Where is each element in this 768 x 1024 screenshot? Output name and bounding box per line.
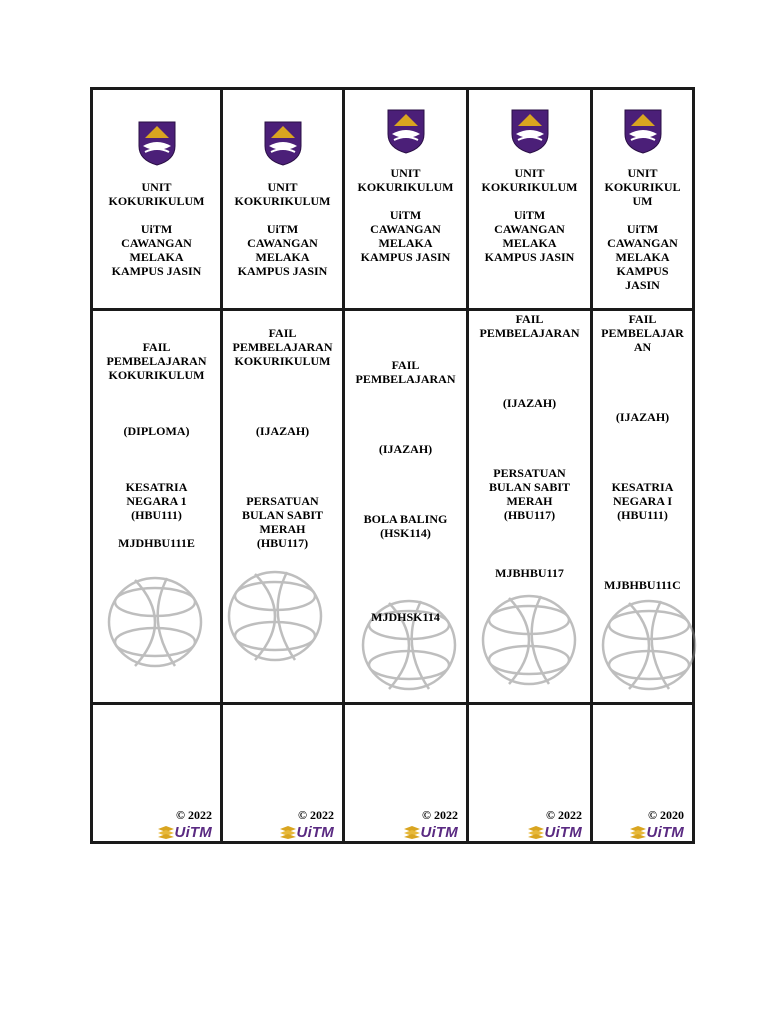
uitm-crest-icon xyxy=(510,108,550,154)
level-label: (IJAZAH) xyxy=(615,410,670,424)
uitm-logo xyxy=(403,824,458,840)
file-title: FAIL PEMBELAJARAN KOKURIKULUM xyxy=(106,340,207,382)
globe-watermark-icon xyxy=(479,590,579,690)
spine-label-4 xyxy=(469,90,590,841)
uitm-logo-text: UiTM xyxy=(646,823,684,841)
course-name: KESATRIA NEGARA 1 (HBU111) xyxy=(125,480,188,522)
copyright-year: © 2020 xyxy=(648,808,684,822)
course-code: MJDHBU111E xyxy=(118,536,195,550)
campus-name: UiTM CAWANGAN MELAKA KAMPUS JASIN xyxy=(484,208,575,264)
unit-title: UNIT KOKURIKULUM xyxy=(234,180,331,208)
uitm-logo xyxy=(629,824,684,840)
file-title: FAIL PEMBELAJARAN xyxy=(355,358,456,386)
course-code: MJBHBU117 xyxy=(495,566,564,580)
campus-name: UiTM CAWANGAN MELAKA KAMPUS JASIN xyxy=(607,222,678,292)
spine-label-3 xyxy=(345,90,466,841)
copyright-year: © 2022 xyxy=(176,808,212,822)
uitm-logo-text: UiTM xyxy=(420,823,458,841)
campus-name: UiTM CAWANGAN MELAKA KAMPUS JASIN xyxy=(111,222,202,278)
level-label: (IJAZAH) xyxy=(502,396,557,410)
unit-title: UNIT KOKURIKULUM xyxy=(108,180,205,208)
uitm-crest-icon xyxy=(623,108,663,154)
spine-label-1 xyxy=(93,90,220,841)
uitm-crest-icon xyxy=(386,108,426,154)
uitm-logo xyxy=(157,824,212,840)
copyright-year: © 2022 xyxy=(546,808,582,822)
uitm-logo-mark-icon xyxy=(527,825,545,839)
course-name: PERSATUAN BULAN SABIT MERAH (HBU117) xyxy=(241,494,324,550)
course-name: PERSATUAN BULAN SABIT MERAH (HBU117) xyxy=(488,466,571,522)
spine-label-5 xyxy=(593,90,692,841)
unit-title: UNIT KOKURIKUL UM xyxy=(604,166,681,208)
copyright-year: © 2022 xyxy=(422,808,458,822)
uitm-crest-icon xyxy=(137,120,177,166)
uitm-logo-text: UiTM xyxy=(544,823,582,841)
course-code: MJBHBU111C xyxy=(604,578,681,592)
file-title: FAIL PEMBELAJAR AN xyxy=(601,312,684,354)
unit-title: UNIT KOKURIKULUM xyxy=(357,166,454,194)
uitm-logo-text: UiTM xyxy=(296,823,334,841)
course-name: KESATRIA NEGARA I (HBU111) xyxy=(611,480,674,522)
uitm-logo-mark-icon xyxy=(279,825,297,839)
uitm-logo xyxy=(279,824,334,840)
globe-watermark-icon xyxy=(599,595,699,695)
uitm-logo-text: UiTM xyxy=(174,823,212,841)
file-title: FAIL PEMBELAJARAN KOKURIKULUM xyxy=(232,326,333,368)
uitm-crest-icon xyxy=(263,120,303,166)
uitm-logo-mark-icon xyxy=(157,825,175,839)
level-label: (DIPLOMA) xyxy=(123,424,190,438)
uitm-logo-mark-icon xyxy=(403,825,421,839)
uitm-logo xyxy=(527,824,582,840)
course-name: BOLA BALING (HSK114) xyxy=(363,512,448,540)
copyright-year: © 2022 xyxy=(298,808,334,822)
uitm-logo-mark-icon xyxy=(629,825,647,839)
unit-title: UNIT KOKURIKULUM xyxy=(481,166,578,194)
globe-watermark-icon xyxy=(225,566,325,666)
campus-name: UiTM CAWANGAN MELAKA KAMPUS JASIN xyxy=(237,222,328,278)
campus-name: UiTM CAWANGAN MELAKA KAMPUS JASIN xyxy=(360,208,451,264)
level-label: (IJAZAH) xyxy=(378,442,433,456)
course-code: MJDHSK114 xyxy=(371,610,440,624)
spine-label-2 xyxy=(223,90,342,841)
spine-label-sheet xyxy=(90,87,695,844)
globe-watermark-icon xyxy=(105,572,205,672)
file-title: FAIL PEMBELAJARAN xyxy=(479,312,580,340)
level-label: (IJAZAH) xyxy=(255,424,310,438)
